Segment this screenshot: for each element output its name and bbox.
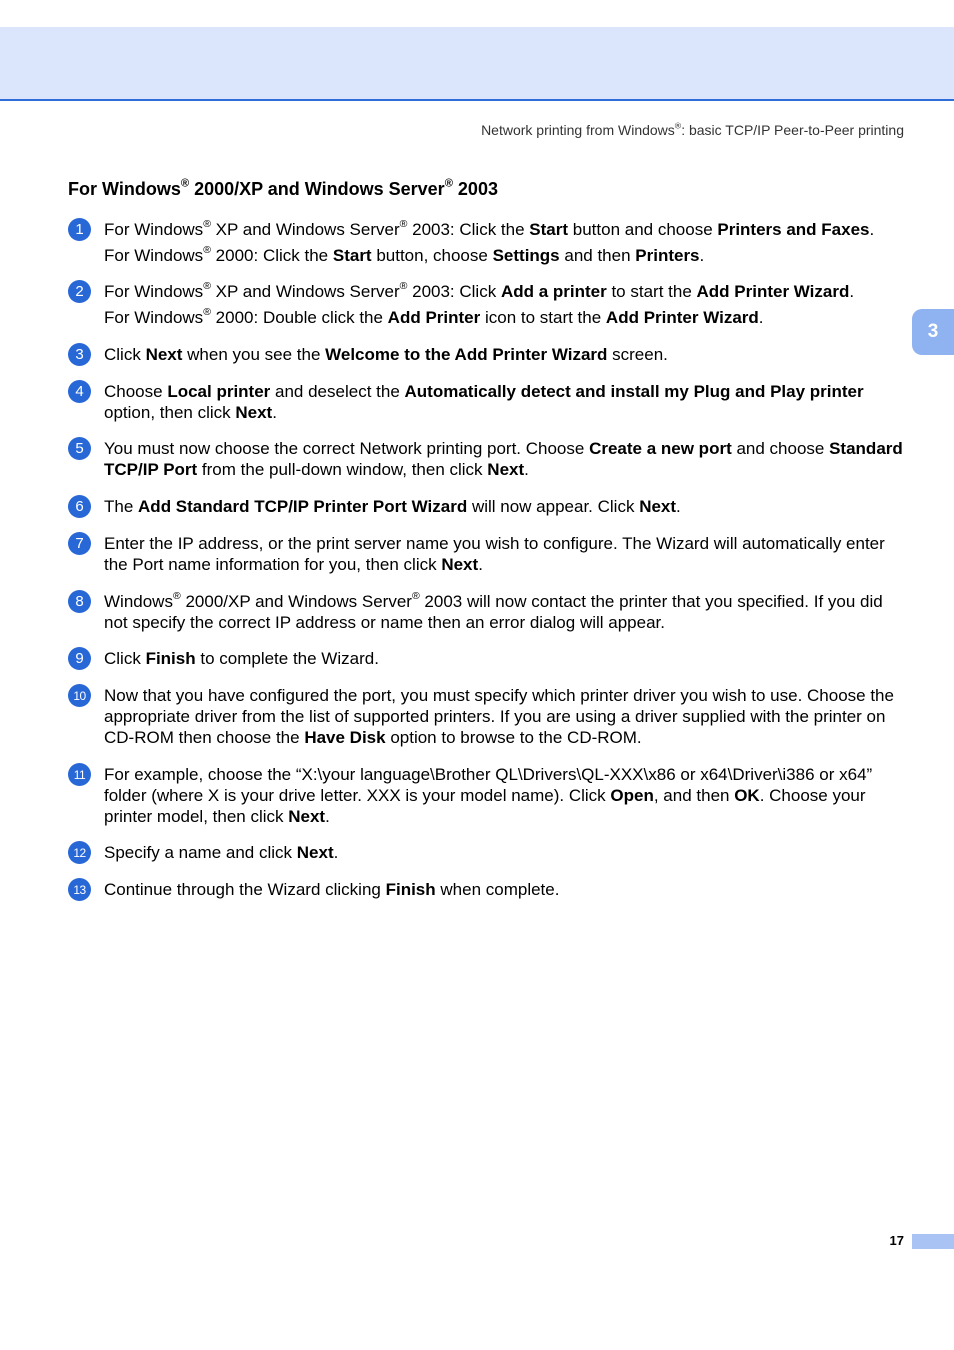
step-2: [68, 281, 908, 328]
step-13: [68, 879, 908, 900]
step-text: The Add Standard TCP/IP Printer Port Wizard will now appear. Click Next.: [104, 497, 681, 516]
step-number-badge: 13: [68, 878, 91, 901]
step-6: [68, 496, 908, 517]
step-text: For example, choose the “X:\your language\Brother QL\Drivers\QL-XXX\x86 or x64\Driver\i386 or x64” folder (where X is your drive letter. XXX is your model name). Click Open, and then OK. Choose your printer model, then click Next.: [104, 765, 873, 826]
step-3: [68, 344, 908, 365]
step-8: [68, 591, 908, 633]
footer-accent-block: [912, 1234, 954, 1249]
step-12: [68, 842, 908, 863]
step-11: [68, 764, 908, 827]
step-text: Click Finish to complete the Wizard.: [104, 649, 379, 668]
step-text: Enter the IP address, or the print server name you wish to configure. The Wizard will automatically enter the Port name information for you, then click Next.: [104, 534, 885, 574]
page-number: 17: [889, 1233, 904, 1248]
step-number-badge: 12: [68, 841, 91, 864]
header-band: [0, 27, 954, 101]
step-text: Click Next when you see the Welcome to the Add Printer Wizard screen.: [104, 345, 668, 364]
step-text: Specify a name and click Next.: [104, 843, 339, 862]
step-1: [68, 219, 908, 266]
step-text: For Windows® XP and Windows Server® 2003: Click Add a printer to start the Add Printer Wizard. For Windows® 2000: Double click the Add Printer icon to start the Add Printer Wizard.: [104, 280, 855, 327]
step-text: Now that you have configured the port, you must specify which printer driver you wish to use. Choose the appropriate driver from the list of supported printers. If you are using a driver supplied with the printer on CD-ROM then choose the Have Disk option to browse to the CD-ROM.: [104, 686, 894, 747]
step-text: Continue through the Wizard clicking Finish when complete.: [104, 880, 560, 899]
step-number-badge: 7: [68, 532, 91, 555]
chapter-tab: 3: [912, 309, 954, 355]
step-number-badge: 5: [68, 437, 91, 460]
step-text: You must now choose the correct Network printing port. Choose Create a new port and choose Standard TCP/IP Port from the pull-down window, then click Next.: [104, 439, 903, 479]
step-number-badge: 3: [68, 343, 91, 366]
step-7: [68, 533, 908, 575]
step-text: Choose Local printer and deselect the Automatically detect and install my Plug and Play printer option, then click Next.: [104, 382, 864, 422]
step-number-badge: 8: [68, 590, 91, 613]
step-number-badge: 10: [68, 684, 91, 707]
step-number-badge: 4: [68, 380, 91, 403]
step-4: [68, 381, 908, 423]
running-header: Network printing from Windows®: basic TCP/IP Peer-to-Peer printing: [481, 120, 904, 138]
step-text: For Windows® XP and Windows Server® 2003: Click the Start button and choose Printers and Faxes. For Windows® 2000: Click the Start button, choose Settings and then Printers.: [104, 218, 875, 265]
step-number-badge: 9: [68, 647, 91, 670]
step-5: [68, 438, 908, 480]
step-number-badge: 11: [68, 763, 91, 786]
step-9: [68, 648, 908, 669]
step-number-badge: 6: [68, 495, 91, 518]
step-10: [68, 685, 908, 748]
step-text: Windows® 2000/XP and Windows Server® 2003 will now contact the printer that you specified. If you did not specify the correct IP address or name then an error dialog will appear.: [104, 590, 883, 632]
section-heading: For Windows® 2000/XP and Windows Server® 2003: [68, 177, 498, 199]
step-number-badge: 2: [68, 280, 91, 303]
step-number-badge: 1: [68, 218, 91, 241]
